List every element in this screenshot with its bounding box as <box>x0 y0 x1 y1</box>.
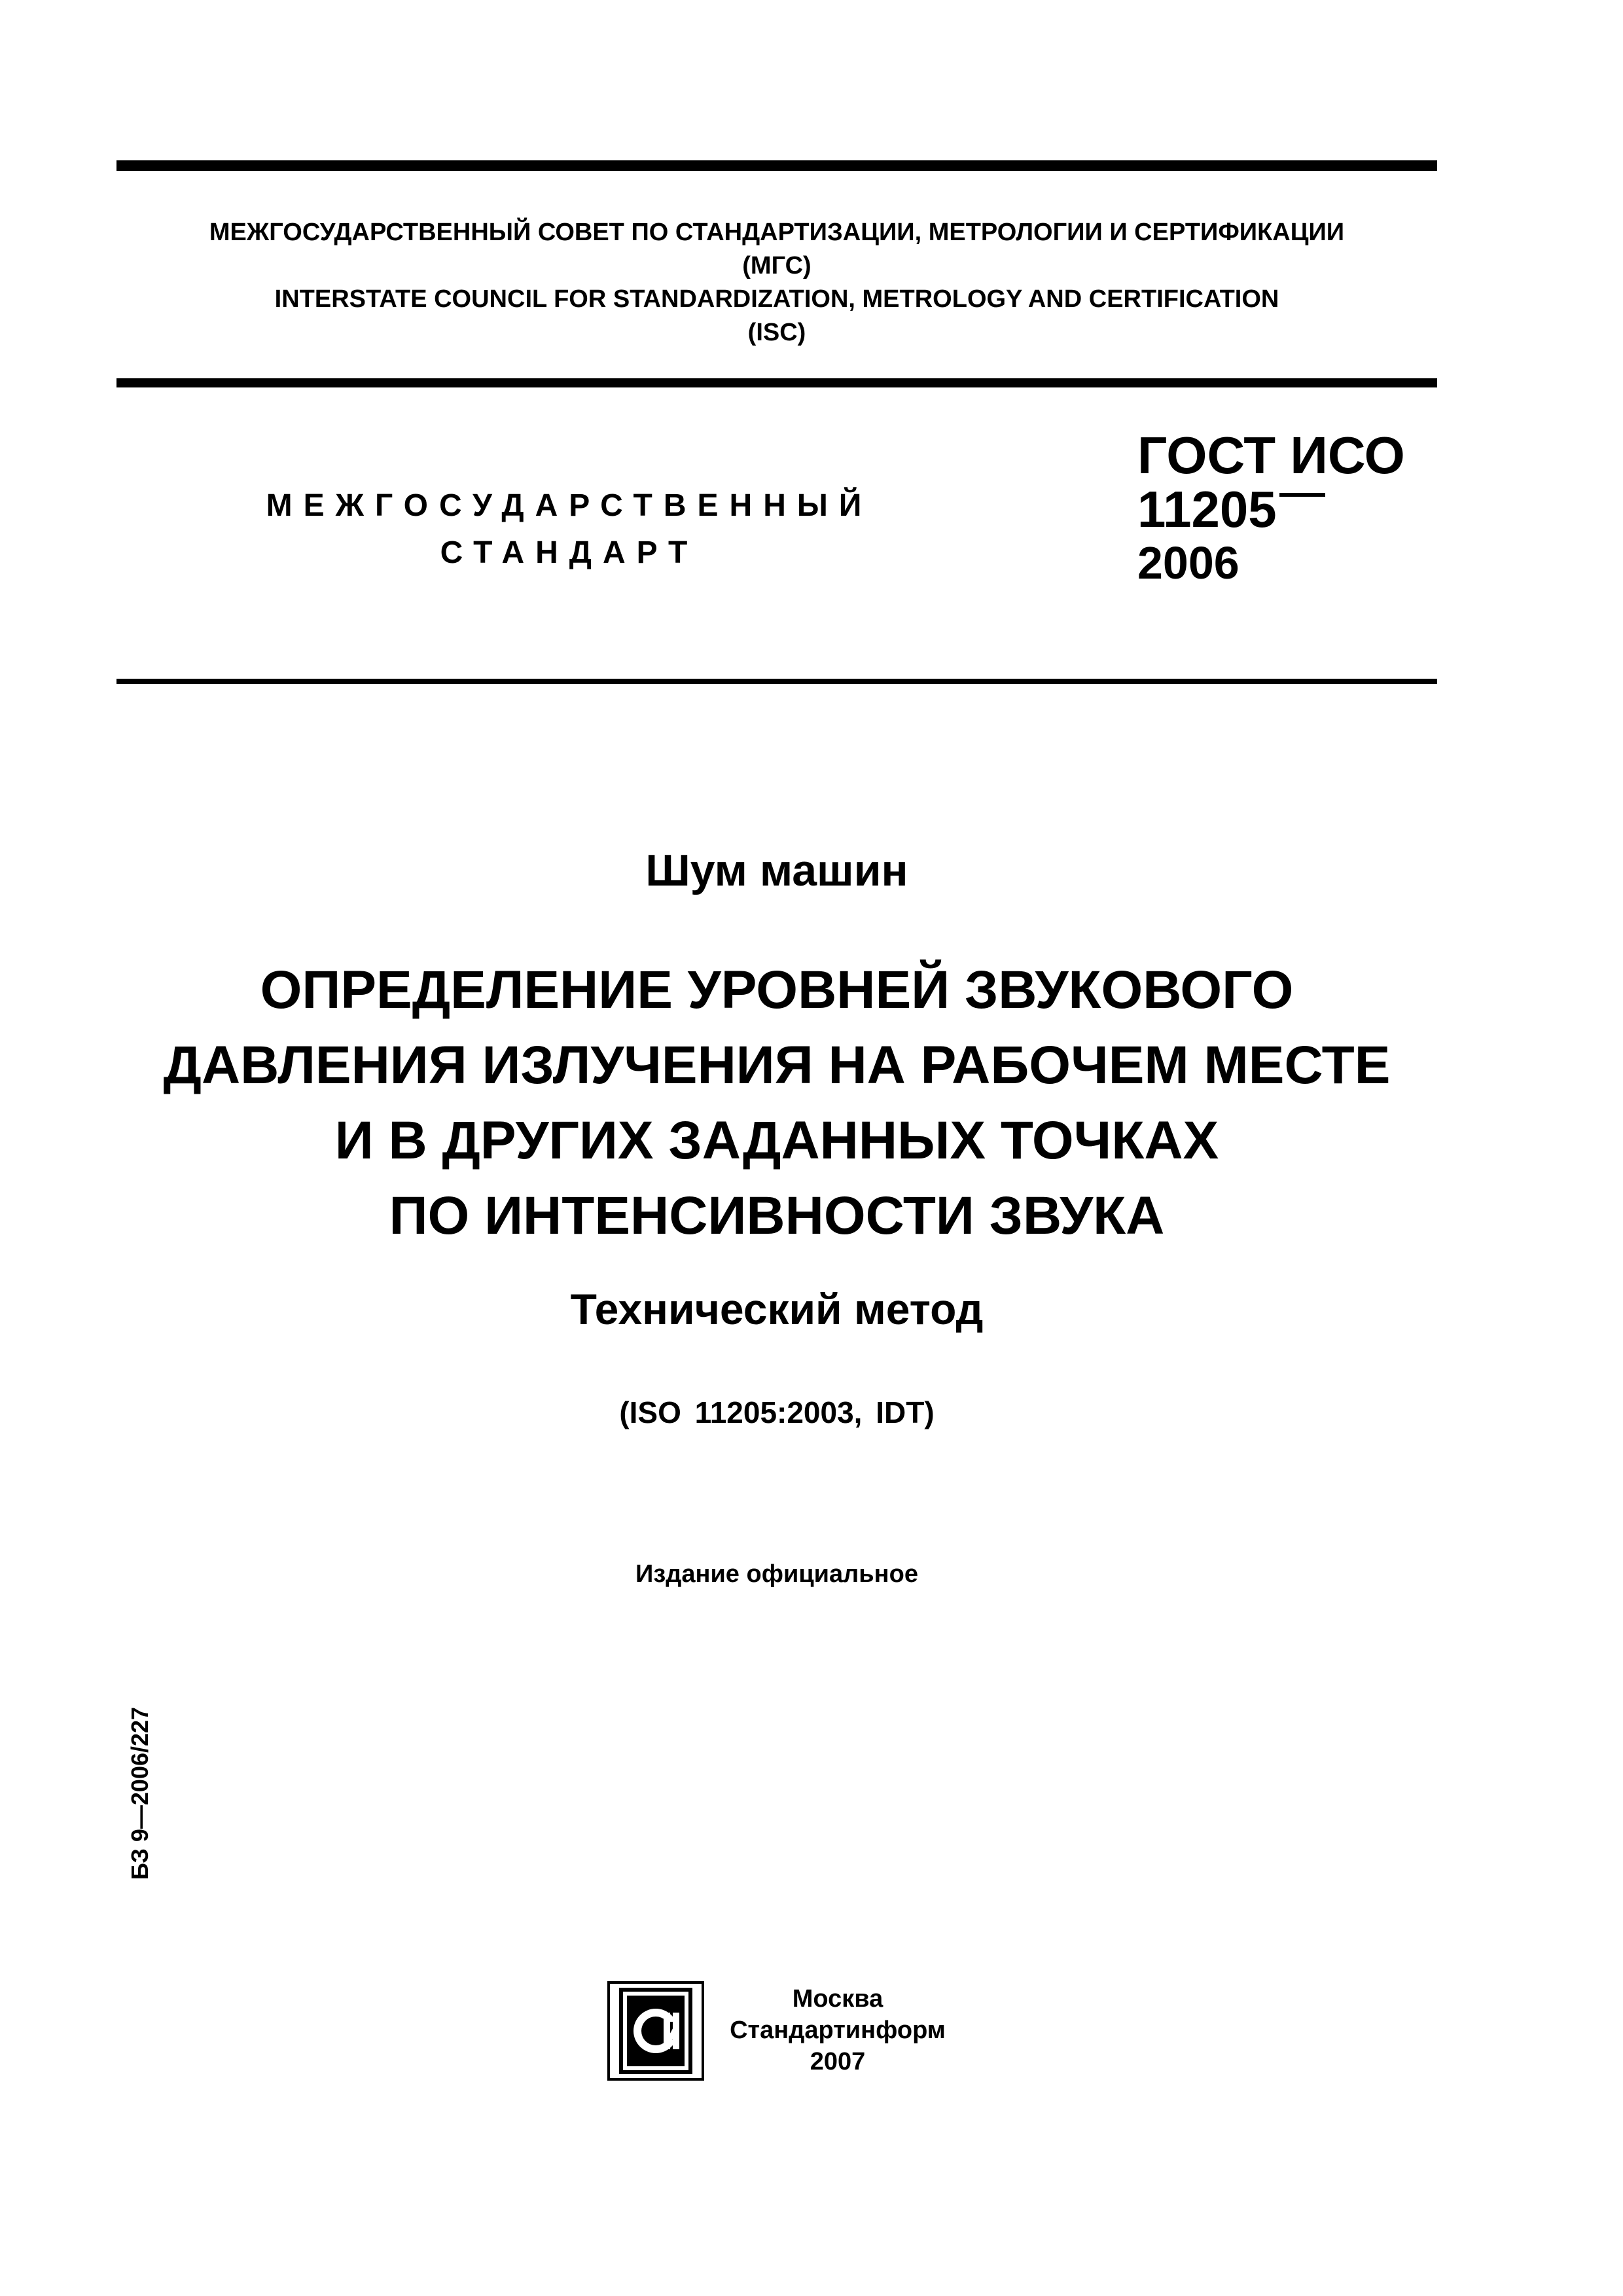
header-rule <box>116 378 1437 387</box>
main-title-line: ПО ИНТЕНСИВНОСТИ ЗВУКА <box>389 1186 1165 1246</box>
main-title-line: И В ДРУГИХ ЗАДАННЫХ ТОЧКАХ <box>334 1111 1219 1170</box>
designation-number: 11205 <box>1137 480 1277 538</box>
council-name-ru: МЕЖГОСУДАРСТВЕННЫЙ СОВЕТ ПО СТАНДАРТИЗАЦИИ, МЕТРОЛОГИИ И СЕРТИФИКАЦИИ <box>209 219 1345 246</box>
method-subtitle: Технический метод <box>570 1285 984 1333</box>
main-title-line: ОПРЕДЕЛЕНИЕ УРОВНЕЙ ЗВУКОВОГО <box>260 960 1294 1020</box>
main-title-line: ДАВЛЕНИЯ ИЗЛУЧЕНИЯ НА РАБОЧЕМ МЕСТЕ <box>163 1035 1391 1095</box>
side-code <box>126 1695 154 1892</box>
publisher-name: Стандартинформ <box>730 2017 946 2044</box>
designation-prefix: ГОСТ ИСО <box>1137 426 1405 484</box>
subject-title: Шум машин <box>645 846 908 895</box>
council-abbr-ru: (МГС) <box>742 252 812 279</box>
designation-year: 2006 <box>1137 537 1240 588</box>
publisher-year: 2007 <box>810 2048 866 2075</box>
publisher-block <box>720 1983 955 2077</box>
publisher-city: Москва <box>792 1985 883 2013</box>
standard-kind <box>236 482 903 577</box>
main-title <box>116 952 1437 1253</box>
top-rule <box>116 160 1437 171</box>
designation-rule <box>116 679 1437 684</box>
standard-kind-line1: МЕЖГОСУДАРСТВЕННЫЙ <box>266 488 873 523</box>
iso-identity: (ISO 11205:2003, IDT) <box>619 1395 935 1429</box>
designation-number-row <box>1137 482 1438 536</box>
council-header <box>116 216 1437 350</box>
designation-dash <box>1279 493 1325 497</box>
side-code-text: БЗ 9—2006/227 <box>126 1706 153 1880</box>
standard-kind-line2: СТАНДАРТ <box>440 535 699 570</box>
edition-note: Издание официальное <box>635 1560 918 1588</box>
standartinform-logo-icon <box>607 1981 704 2081</box>
standard-designation <box>1137 426 1438 590</box>
council-abbr-en: (ISC) <box>747 319 806 346</box>
council-name-en: INTERSTATE COUNCIL FOR STANDARDIZATION, METROLOGY AND CERTIFICATION <box>274 285 1279 313</box>
